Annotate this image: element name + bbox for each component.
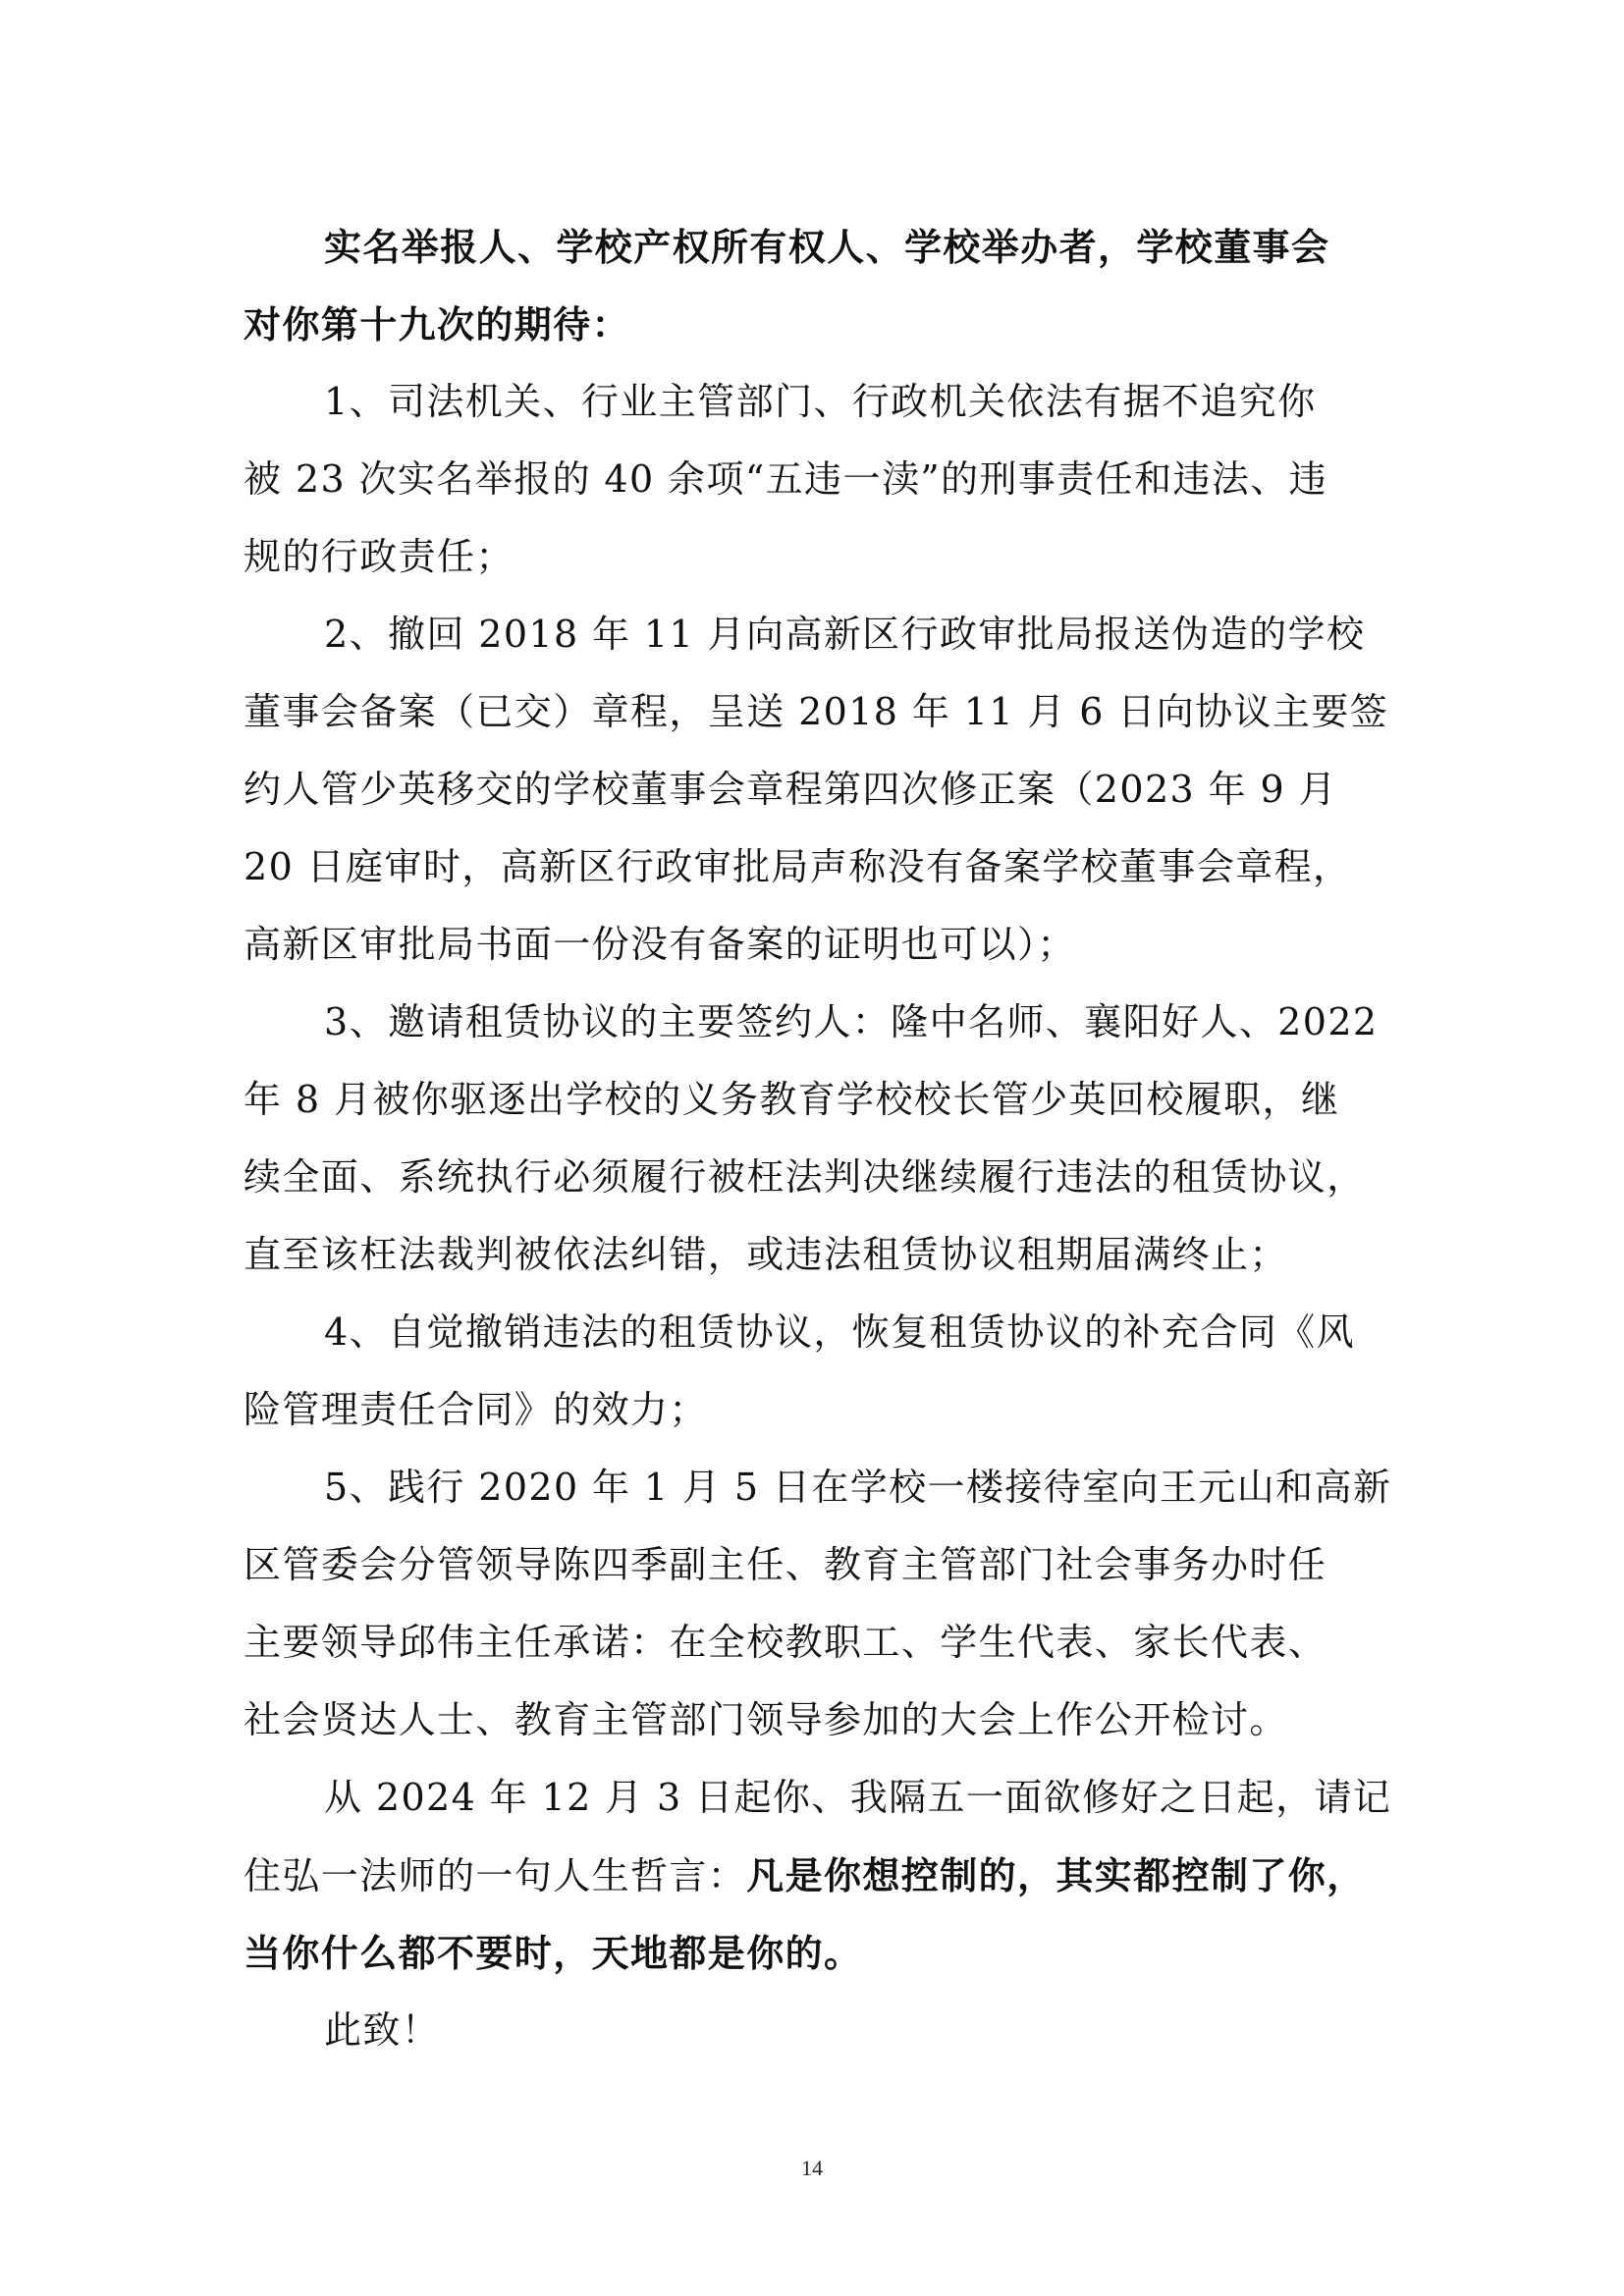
heading-line-2: 对你第十九次的期待： [244, 302, 631, 347]
item-3-line-4: 直至该枉法裁判被依法纠错，或违法租赁协议租期届满终止； [244, 1233, 1288, 1276]
item-4-line-1: 4、自觉撤销违法的租赁协议，恢复租赁协议的补充合同《风 [324, 1310, 1355, 1354]
item-2-line-4: 20 日庭审时，高新区行政审批局声称没有备案学校董事会章程， [244, 845, 1352, 888]
quote-bold-text: 凡是你想控制的，其实都控制了你， [746, 1853, 1366, 1897]
item-5-line-4: 社会贤达人士、教育主管部门领导参加的大会上作公开检讨。 [244, 1698, 1288, 1741]
closing-line-2 [244, 1837, 1384, 1914]
salutation: 此致！ [324, 2008, 441, 2052]
closing-line-3: 当你什么都不要时，天地都是你的。 [244, 1931, 863, 1975]
document-body [244, 208, 1392, 2069]
item-2-line-2: 董事会备案（已交）章程，呈送 2018 年 11 月 6 日向协议主要签 [244, 690, 1389, 733]
page-number: 14 [801, 2156, 823, 2180]
item-3-line-2: 年 8 月被你驱逐出学校的义务教育学校校长管少英回校履职，继 [244, 1078, 1340, 1121]
item-5-line-2: 区管委会分管领导陈四季副主任、教育主管部门社会事务办时任 [244, 1543, 1327, 1586]
item-5-line-1: 5、践行 2020 年 1 月 5 日在学校一楼接待室向王元山和高新 [324, 1466, 1392, 1509]
closing-line-1: 从 2024 年 12 月 3 日起你、我隔五一面欲修好之日起，请记 [324, 1776, 1392, 1819]
item-2-line-3: 约人管少英移交的学校董事会章程第四次修正案（2023 年 9 月 [244, 768, 1337, 811]
item-2-line-1: 2、撤回 2018 年 11 月向高新区行政审批局报送伪造的学校 [324, 613, 1366, 656]
closing-line-2-normal: 住弘一法师的一句人生哲言： [244, 1854, 747, 1897]
item-1-line-2: 被 23 次实名举报的 40 余项“五违一渎”的刑事责任和违法、违 [244, 457, 1328, 501]
item-2-line-5: 高新区审批局书面一份没有备案的证明也可以）； [244, 923, 1076, 966]
item-1-line-1: 1、司法机关、行业主管部门、行政机关依法有据不追究你 [324, 380, 1317, 423]
item-1-line-3: 规的行政责任； [244, 535, 514, 578]
item-5-line-3: 主要领导邱伟主任承诺：在全校教职工、学生代表、家长代表、 [244, 1621, 1327, 1664]
item-3-line-1: 3、邀请租赁协议的主要签约人：隆中名师、襄阳好人、2022 [324, 1000, 1379, 1043]
item-3-line-3: 续全面、系统执行必须履行被枉法判决继续履行违法的租赁协议， [244, 1155, 1366, 1199]
item-4-line-2: 险管理责任合同》的效力； [244, 1388, 708, 1431]
heading-line-1: 实名举报人、学校产权所有权人、学校举办者，学校董事会 [324, 225, 1330, 269]
